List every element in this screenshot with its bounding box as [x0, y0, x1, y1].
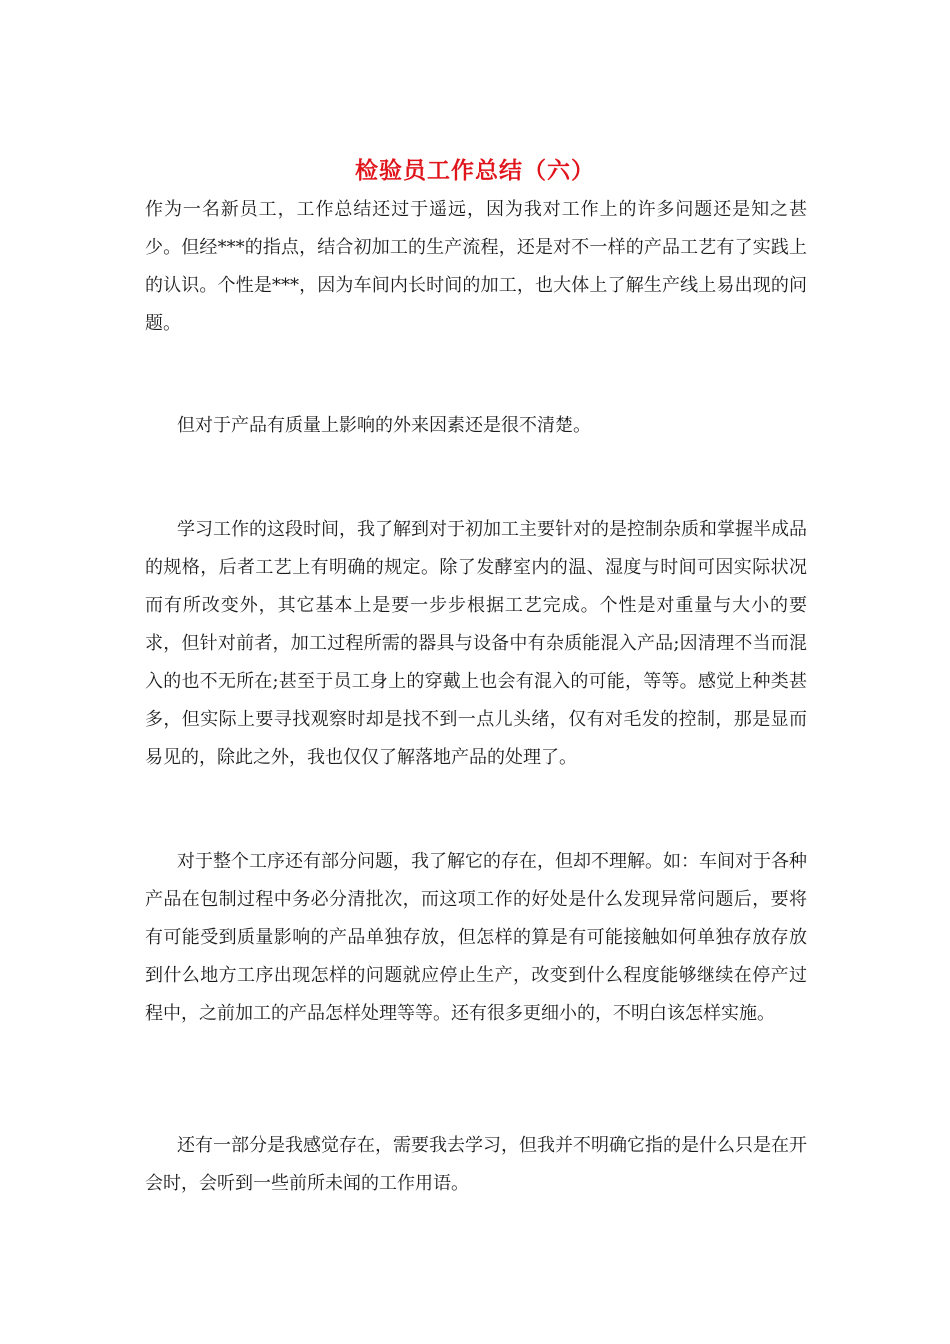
paragraph-external-factors: 但对于产品有质量上影响的外来因素还是很不清楚。	[177, 415, 591, 436]
document-title: 检验员工作总结（六）	[355, 157, 595, 184]
paragraph-process-questions: 对于整个工序还有部分问题，我了解它的存在，但却不理解。如：车间对于各种产品在包制过程中务必分清批次，而这项工作的好处是什么发现异常问题后，要将有可能受到质量影响的产品单独存放，但怎样的算是有可能接触如何单独存放存放到什么地方工序出现怎样的问题就应停止生产，改变到什么程度能够继续在停产过程中，之前加工的产品怎样处理等等。还有很多更细小的，不明白该怎样实施。	[145, 851, 807, 1024]
paragraph-terminology: 还有一部分是我感觉存在，需要我去学习，但我并不明确它指的是什么只是在开会时，会听到一些前所未闻的工作用语。	[145, 1135, 807, 1194]
paragraph-learning: 学习工作的这段时间，我了解到对于初加工主要针对的是控制杂质和掌握半成品的规格，后者工艺上有明确的规定。除了发酵室内的温、湿度与时间可因实际状况而有所改变外，其它基本上是要一步步根据工艺完成。个性是对重量与大小的要求，但针对前者，加工过程所需的器具与设备中有杂质能混入产品;因清理不当而混入的也不无所在;甚至于员工身上的穿戴上也会有混入的可能，等等。感觉上种类甚多，但实际上要寻找观察时却是找不到一点儿头绪，仅有对毛发的控制，那是显而易见的，除此之外，我也仅仅了解落地产品的处理了。	[145, 519, 807, 768]
paragraph-intro: 作为一名新员工，工作总结还过于遥远，因为我对工作上的许多问题还是知之甚少。但经***的指点，结合初加工的生产流程，还是对不一样的产品工艺有了实践上的认识。个性是***，因为车间内长时间的加工，也大体上了解生产线上易出现的问题。	[145, 199, 807, 334]
